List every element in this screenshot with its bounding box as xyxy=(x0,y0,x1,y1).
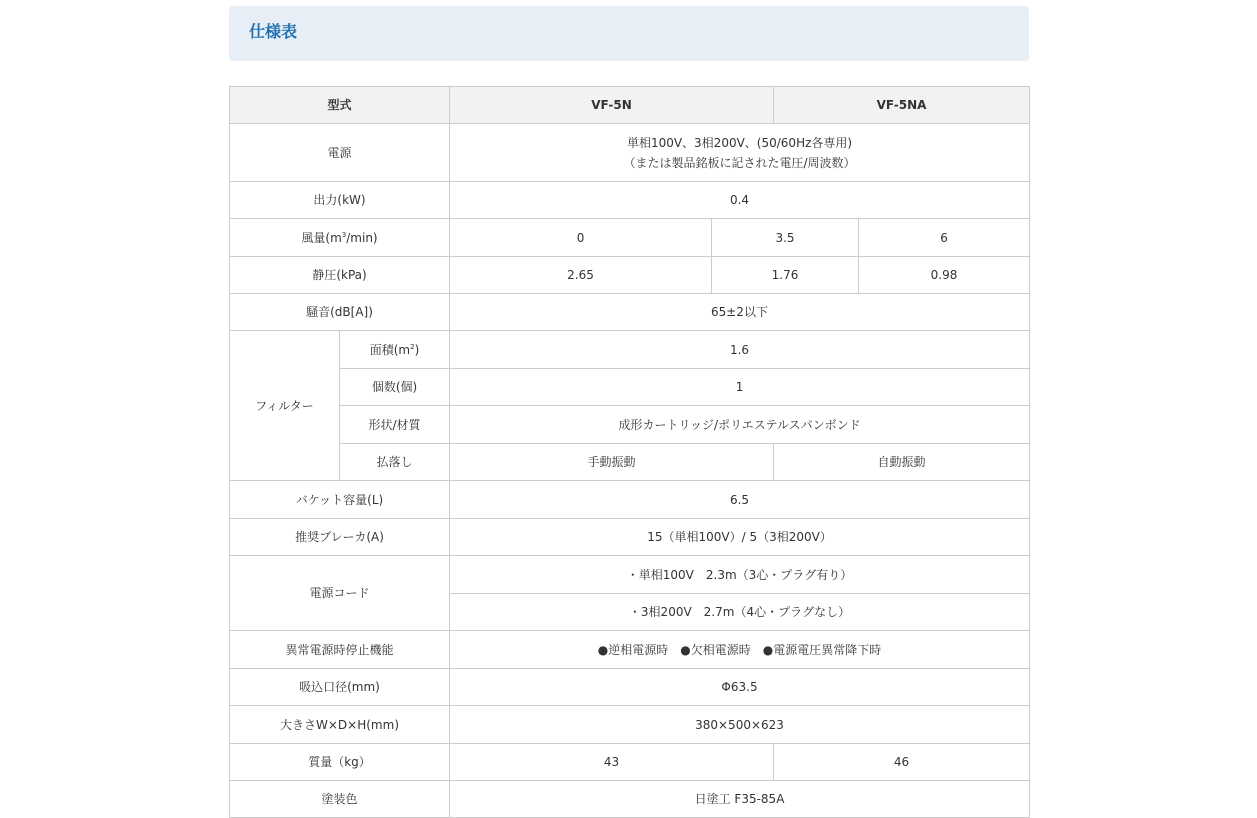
static-pressure-value-3: 0.98 xyxy=(859,257,1030,294)
breaker-value: 15（単相100V）/ 5（3相200V） xyxy=(450,519,1030,556)
bucket-value: 6.5 xyxy=(450,481,1030,519)
airflow-label-post: /min) xyxy=(346,230,378,245)
abnormal-stop-value: ●逆相電源時 ●欠相電源時 ●電源電圧異常降下時 xyxy=(450,631,1030,669)
inlet-value: Φ63.5 xyxy=(450,669,1030,706)
size-value: 380×500×623 xyxy=(450,706,1030,744)
filter-area-label-sup: 2 xyxy=(410,342,415,351)
row-sublabel-filter-count: 個数(個) xyxy=(340,369,450,406)
row-label-mass: 質量（kg） xyxy=(230,744,450,781)
header-model-label: 型式 xyxy=(230,87,450,124)
table-header-row xyxy=(230,87,1030,124)
row-label-inlet: 吸込口径(mm) xyxy=(230,669,450,706)
row-label-static-pressure: 静圧(kPa) xyxy=(230,257,450,294)
table-row xyxy=(230,669,1030,706)
table-row xyxy=(230,257,1030,294)
table-row xyxy=(230,781,1030,818)
mass-vf5na: 46 xyxy=(774,744,1030,781)
table-row xyxy=(230,124,1030,182)
row-label-output: 出力(kW) xyxy=(230,182,450,219)
table-row xyxy=(230,631,1030,669)
row-label-bucket: バケット容量(L) xyxy=(230,481,450,519)
table-row xyxy=(230,744,1030,781)
filter-shape-value: 成形カートリッジ/ポリエステルスパンボンド xyxy=(450,406,1030,444)
airflow-label-pre: 風量(m xyxy=(301,230,342,245)
mass-vf5n: 43 xyxy=(450,744,774,781)
row-sublabel-filter-area xyxy=(340,331,450,369)
table-row xyxy=(230,294,1030,331)
cord-value-1: ・単相100V 2.3m（3心・プラグ有り） xyxy=(450,556,1030,594)
header-model-vf5na: VF-5NA xyxy=(774,87,1030,124)
output-value: 0.4 xyxy=(450,182,1030,219)
airflow-label-sup: 3 xyxy=(341,230,347,239)
header-model-vf5n: VF-5N xyxy=(450,87,774,124)
table-row xyxy=(230,331,1030,369)
filter-cleaning-vf5n: 手動振動 xyxy=(450,444,774,481)
row-label-power-source: 電源 xyxy=(230,124,450,182)
filter-cleaning-vf5na: 自動振動 xyxy=(774,444,1030,481)
table-row xyxy=(230,182,1030,219)
spec-heading-box xyxy=(229,6,1029,61)
table-row xyxy=(230,444,1030,481)
static-pressure-value-2: 1.76 xyxy=(712,257,859,294)
table-row xyxy=(230,369,1030,406)
row-label-airflow xyxy=(230,219,450,257)
table-row xyxy=(230,556,1030,594)
row-label-size: 大きさW×D×H(mm) xyxy=(230,706,450,744)
spec-table xyxy=(229,86,1030,818)
paint-value: 日塗工 F35-85A xyxy=(450,781,1030,818)
airflow-value-3: 6 xyxy=(859,219,1030,257)
filter-area-label-post: ) xyxy=(414,342,420,357)
row-sublabel-filter-shape: 形状/材質 xyxy=(340,406,450,444)
table-row xyxy=(230,219,1030,257)
airflow-value-2: 3.5 xyxy=(712,219,859,257)
row-label-breaker: 推奨ブレーカ(A) xyxy=(230,519,450,556)
row-label-paint: 塗装色 xyxy=(230,781,450,818)
noise-value: 65±2以下 xyxy=(450,294,1030,331)
row-label-abnormal-stop: 異常電源時停止機能 xyxy=(230,631,450,669)
table-row xyxy=(230,406,1030,444)
row-label-cord: 電源コード xyxy=(230,556,450,631)
static-pressure-value-1: 2.65 xyxy=(450,257,712,294)
power-source-line1: 単相100V、3相200V、(50/60Hz各専用) xyxy=(626,135,853,150)
spec-heading: 仕様表 xyxy=(249,22,298,41)
row-label-filter: フィルター xyxy=(230,331,340,481)
power-source-line2: （または製品銘板に記された電圧/周波数） xyxy=(623,155,856,170)
filter-area-value: 1.6 xyxy=(450,331,1030,369)
power-source-value xyxy=(450,124,1030,182)
filter-area-label-pre: 面積(m xyxy=(369,342,411,357)
row-sublabel-filter-cleaning: 払落し xyxy=(340,444,450,481)
airflow-value-1: 0 xyxy=(450,219,712,257)
filter-count-value: 1 xyxy=(450,369,1030,406)
table-row xyxy=(230,706,1030,744)
table-row xyxy=(230,519,1030,556)
table-row xyxy=(230,481,1030,519)
cord-value-2: ・3相200V 2.7m（4心・プラグなし） xyxy=(450,594,1030,631)
row-label-noise: 騒音(dB[A]) xyxy=(230,294,450,331)
